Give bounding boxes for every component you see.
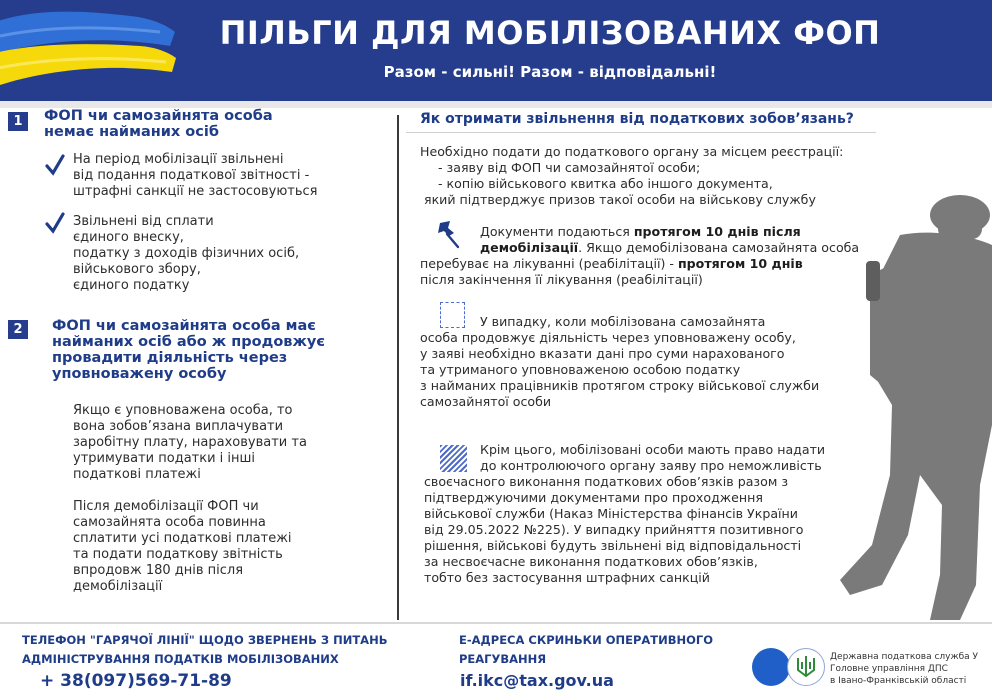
checkmark-icon — [45, 212, 65, 234]
text-line: єдиного податку — [73, 278, 190, 293]
text-line: у заяві необхідно вказати дані про суми нарахованого — [420, 346, 785, 361]
header-banner — [0, 0, 992, 101]
section1-heading — [44, 108, 273, 140]
text-line: ТЕЛЕФОН "ГАРЯЧОЇ ЛІНІЇ" ЩОДО ЗВЕРНЕНЬ З ПИТАНЬ — [22, 633, 388, 647]
text-line: до контролюючого органу заяву про неможливість — [480, 458, 822, 473]
docs-block — [420, 224, 859, 288]
text-line: утримувати податки і інші — [73, 451, 256, 466]
text-line: військового збору, — [73, 262, 201, 277]
text-line: та подати податкову звітність — [73, 547, 283, 562]
text-line: який підтверджує призов такої особи на військову службу — [424, 192, 816, 207]
section1-heading-line: ФОП чи самозайнята особа — [44, 108, 273, 124]
text-line: самозайнятої особи — [420, 394, 552, 409]
text-span: Документи подаються — [480, 224, 634, 239]
right-heading-underline — [406, 132, 876, 133]
text-line: самозайнята особа повинна — [73, 515, 266, 530]
text-line: штрафні санкції не застосовуються — [73, 184, 318, 199]
footer-divider — [0, 622, 992, 624]
text-line: особа продовжує діяльність через уповноважену особу, — [420, 330, 796, 345]
text-line: від 29.05.2022 №225). У випадку прийняття позитивного — [424, 522, 804, 537]
section-number-2: 2 — [8, 320, 28, 339]
text-line: податкові платежі — [73, 467, 201, 482]
column-divider — [397, 115, 399, 620]
text-line: - заяву від ФОП чи самозайнятої особи; — [438, 160, 701, 175]
text-line: від подання податкової звітності - — [73, 168, 310, 183]
logo-circle-icon — [752, 648, 790, 686]
text-line: Крім цього, мобілізовані особи мають право надати — [480, 442, 826, 457]
text-line: РЕАГУВАННЯ — [459, 652, 547, 666]
text-line: з найманих працівників протягом строку військової служби — [420, 378, 820, 393]
text-line: У випадку, коли мобілізована самозайнята — [480, 314, 766, 329]
email-link[interactable]: if.ikc@tax.gov.ua — [460, 671, 614, 690]
section-number-1: 1 — [8, 112, 28, 131]
text-line: На період мобілізації звільнені — [73, 152, 284, 167]
ukraine-flag-icon — [0, 2, 190, 98]
header-divider — [0, 101, 992, 108]
section2-heading-line: ФОП чи самозайнята особа має — [52, 318, 316, 334]
text-line: Державна податкова служба У — [830, 652, 979, 662]
text-line: тобто без застосування штрафних санкцій — [424, 570, 710, 585]
hotline-caption — [22, 631, 387, 669]
trident-icon — [787, 648, 825, 686]
text-line: єдиного внеску, — [73, 230, 184, 245]
text-line: Е-АДРЕСА СКРИНЬКИ ОПЕРАТИВНОГО — [459, 633, 714, 647]
text-line: впродовж 180 днів після — [73, 563, 244, 578]
page-subtitle: Разом - сильні! Разом - відповідальні! — [383, 63, 717, 81]
text-span-bold: протягом 10 днів — [677, 256, 803, 271]
text-line: своєчасного виконання податкових обов’язків разом з — [424, 474, 789, 489]
right-heading: Як отримати звільнення від податкових зобов’язань? — [420, 111, 854, 127]
text-line: - копію військового квитка або іншого документа, — [438, 176, 773, 191]
text-span-bold: демобілізації — [480, 240, 579, 255]
section2-heading-line: найманих осіб або ж продовжує — [52, 334, 325, 350]
checkmark-icon — [45, 154, 65, 176]
section2-heading-line: провадити діяльність через — [52, 350, 288, 366]
text-line: Після демобілізації ФОП чи — [73, 499, 259, 514]
hotline-phone[interactable]: + 38(097)569-71-89 — [40, 671, 232, 691]
text-line: та утриманого уповноваженою особою податку — [420, 362, 741, 377]
text-line: військової служби (Наказ Міністерства фінансів України — [424, 506, 798, 521]
text-line: рішення, військові будуть звільнені від відповідальності — [424, 538, 802, 553]
section1-heading-line: немає найманих осіб — [44, 124, 219, 140]
text-span: . Якщо демобілізована самозайнята особа — [578, 240, 860, 255]
text-line: після закінчення її лікування (реабілітації) — [420, 272, 703, 287]
text-line: Якщо є уповноважена особа, то — [73, 403, 293, 418]
text-span: перебуває на лікуванні (реабілітації) - — [420, 256, 678, 271]
case-block — [420, 314, 819, 410]
text-line: Необхідно подати до податкового органу за місцем реєстрації: — [420, 144, 844, 159]
section2-heading — [52, 318, 325, 382]
section1-item2 — [73, 214, 299, 294]
text-line: сплатити усі податкові платежі — [73, 531, 292, 546]
email-caption — [459, 631, 713, 669]
text-line: демобілізації — [73, 579, 163, 594]
section2-para1 — [73, 403, 307, 483]
text-line: за несвоєчасне виконання податкових обов’язків, — [424, 554, 758, 569]
text-line: Звільнені від сплати — [73, 214, 214, 229]
extra-block — [424, 442, 825, 586]
section1-item1 — [73, 152, 318, 200]
text-line: податку з доходів фізичних осіб, — [73, 246, 300, 261]
section2-heading-line: уповноважену особу — [52, 366, 227, 382]
text-line: підтверджуючими документами про проходження — [424, 490, 763, 505]
text-line: Головне управління ДПС — [830, 664, 948, 674]
page-title: ПІЛЬГИ ДЛЯ МОБІЛІЗОВАНИХ ФОП — [219, 14, 881, 52]
text-span-bold: протягом 10 днів після — [633, 224, 801, 239]
text-line: вона зобов’язана виплачувати — [73, 419, 284, 434]
organization-name — [830, 651, 978, 687]
intro-block — [420, 144, 843, 208]
text-line: в Івано-Франківській області — [830, 676, 967, 686]
text-line: АДМІНІСТРУВАННЯ ПОДАТКІВ МОБІЛІЗОВАНИХ — [22, 652, 339, 666]
section2-para2 — [73, 499, 292, 595]
text-line: заробітну плату, нараховувати та — [73, 435, 307, 450]
